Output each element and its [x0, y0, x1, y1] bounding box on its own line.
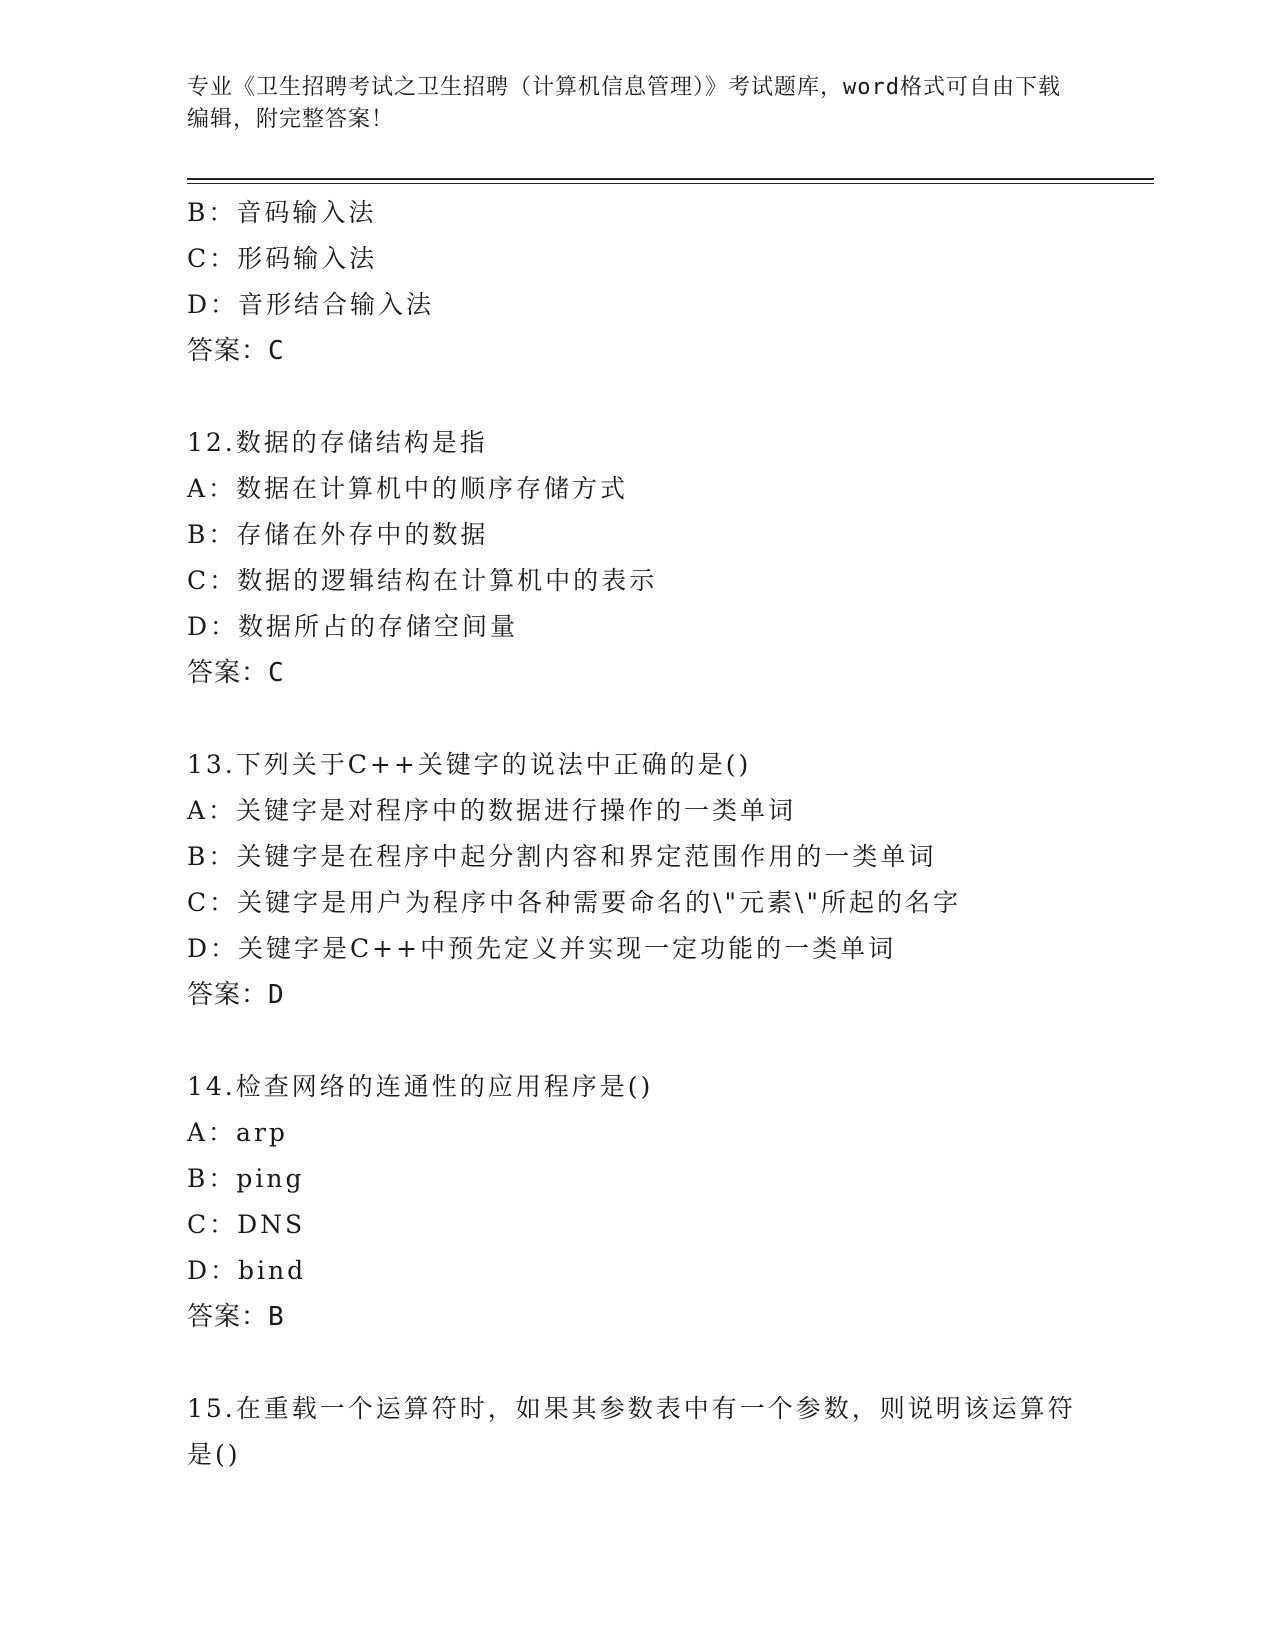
header-rule-thick — [187, 178, 1154, 180]
q14-option-a: A：arp — [187, 1118, 288, 1147]
q11-option-d: D：音形结合输入法 — [187, 290, 435, 319]
q13-option-d: D：关键字是C++中预先定义并实现一定功能的一类单词 — [187, 934, 897, 963]
q15-question: 15.在重载一个运算符时，如果其参数表中有一个参数，则说明该运算符是() — [187, 1394, 1076, 1469]
question-list — [187, 190, 1087, 1478]
q14-option-d: D：bind — [187, 1256, 307, 1285]
q13-option-b: B：关键字是在程序中起分割内容和界定范围作用的一类单词 — [187, 842, 937, 871]
q13-option-a: A：关键字是对程序中的数据进行操作的一类单词 — [187, 796, 797, 825]
q14-answer: 答案：B — [187, 1302, 285, 1332]
q12-option-d: D：数据所占的存储空间量 — [187, 612, 519, 641]
q13-question: 13.下列关于C++关键字的说法中正确的是() — [187, 750, 752, 779]
q14-option-b: B：ping — [187, 1164, 305, 1193]
q11-option-b: B：音码输入法 — [187, 198, 377, 227]
q12-option-b: B：存储在外存中的数据 — [187, 520, 489, 549]
q12-answer: 答案：C — [187, 658, 285, 688]
q14-option-c: C：DNS — [187, 1210, 306, 1239]
q13-answer: 答案：D — [187, 980, 285, 1010]
document-header: 专业《卫生招聘考试之卫生招聘（计算机信息管理）》考试题库，word格式可自由下载编辑，附完整答案！ — [187, 75, 1061, 132]
q12-option-a: A：数据在计算机中的顺序存储方式 — [187, 474, 629, 503]
q14-question: 14.检查网络的连通性的应用程序是() — [187, 1072, 654, 1101]
q11-option-c: C：形码输入法 — [187, 244, 378, 273]
header-rule-thin — [187, 183, 1154, 184]
q13-option-c: C：关键字是用户为程序中各种需要命名的\"元素\"所起的名字 — [187, 888, 961, 917]
q12-option-c: C：数据的逻辑结构在计算机中的表示 — [187, 566, 658, 595]
q12-question: 12.数据的存储结构是指 — [187, 428, 488, 457]
q11-answer: 答案：C — [187, 336, 285, 366]
